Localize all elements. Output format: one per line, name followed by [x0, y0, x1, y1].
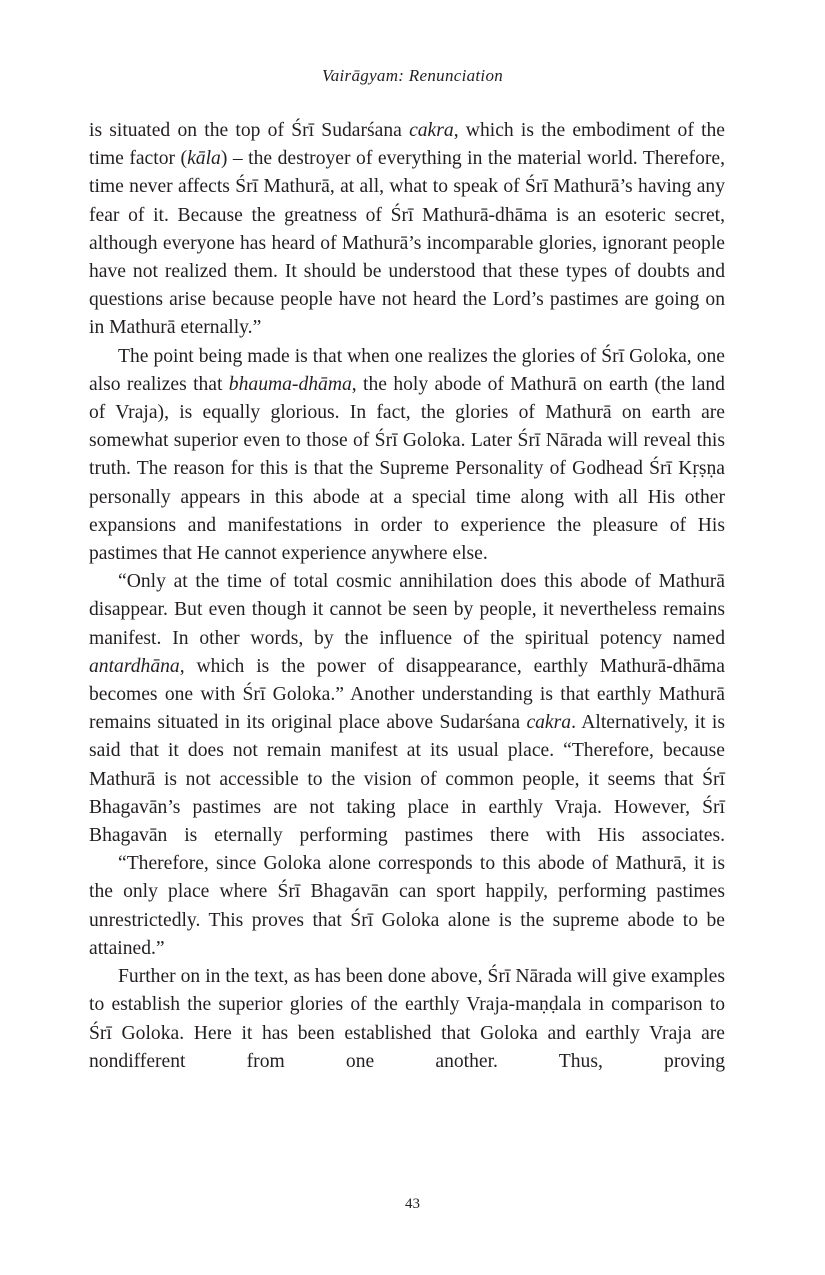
paragraph-1: [89, 117, 725, 343]
text-run: The point being made is that when one realizes the glories of Śrī Goloka, one also realizes that: [89, 345, 725, 395]
italic-term: cakra: [409, 120, 454, 141]
italic-term: bhauma-dhāma: [228, 373, 352, 395]
text-run: , the holy abode of Mathurā on earth (the land of Vraja), is equally glorious. In fact, the glories of Mathurā on earth are somewhat superior even to those of Śrī Goloka. Later Śrī Nārada will reveal this truth. The reason for this is that the Supreme Personality of Godhead Śrī Kṛṣṇa personally appears in this abode at a special time along with all His other expansions and manifestations in order to experience the pleasure of His pastimes that He cannot experience anywhere else.: [89, 373, 725, 565]
text-run: , which is the power of disappearance, earthly Mathurā-dhāma becomes one with Śrī Goloka.” Another understanding is that earthly Mathurā remains situated in its original place above Sudarśana: [89, 655, 725, 734]
page-number: 43: [405, 1196, 420, 1212]
paragraph-4: [89, 850, 725, 963]
text-run: ) – the destroyer of everything in the material world. Therefore, time never affects Śrī Mathurā, at all, what to speak of Śrī Mathurā’s having any fear of it. Because the greatness of Śrī Mathurā-dhāma is an esoteric secret, although everyone has heard of Mathurā’s incomparable glories, ignorant people have not realized them. It should be understood that these types of doubts and questions arise because people have not heard the Lord’s pastimes are going on in Mathurā eternally.”: [89, 148, 725, 339]
text-run: Further on in the text, as has been done above, Śrī Nārada will give examples to establish the superior glories of the earthly Vraja-maṇḍala in comparison to Śrī Goloka. Here it has been established that Goloka and earthly Vraja are nondifferent from one another. Thus, proving: [89, 966, 725, 1072]
italic-term: antardhāna: [89, 655, 180, 677]
text-run: is situated on the top of Śrī Sudarśana: [89, 120, 410, 141]
text-run: “Therefore, since Goloka alone corresponds to this abode of Mathurā, it is the only place where Śrī Bhagavān can sport happily, performing pastimes unrestrictedly. This proves that Śrī Goloka alone is the supreme abode to be attained.”: [89, 853, 725, 959]
text-run: “Only at the time of total cosmic annihilation does this abode of Mathurā disappear. But even though it cannot be seen by people, it nevertheless remains manifest. In other words, by the influence of the spiritual potency named: [89, 571, 725, 649]
paragraph-3: [89, 568, 725, 850]
text-run: . Alternatively, it is said that it does not remain manifest at its usual place. “Therefore, because Mathurā is not accessible to the vision of common people, it seems that Śrī Bhagavān’s pastimes are not taking place in earthly Vraja. However, Śrī Bhagavān is eternally performing pastimes there with His associates.: [89, 712, 726, 847]
italic-term: kāla: [187, 148, 221, 170]
paragraph-5: [89, 963, 725, 1076]
italic-term: cakra: [526, 712, 572, 734]
body-text: [89, 117, 725, 1076]
text-run: , which is the embodiment of the time factor (: [89, 120, 726, 170]
running-head: Vairāgyam: Renunciation: [321, 66, 504, 85]
paragraph-2: [89, 343, 725, 569]
